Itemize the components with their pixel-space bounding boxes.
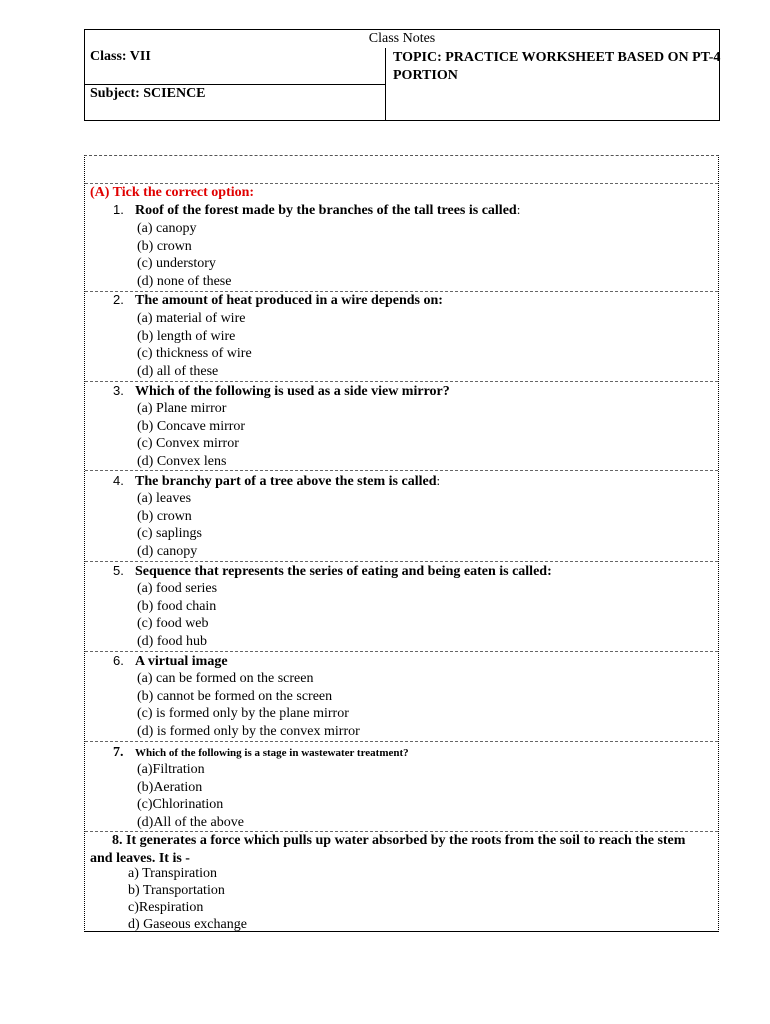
option-b[interactable]: (b) length of wire [137,328,236,344]
option-b[interactable]: (b) crown [137,508,192,524]
options-8 [128,865,247,933]
question-stem: It generates a force which pulls up water absorbed by the roots from the soil to reach the stem and leaves. It is - [90,833,686,866]
options-1 [137,220,231,291]
options-2 [137,310,252,381]
question-7 [113,744,712,761]
option-c[interactable]: (c) understory [137,256,216,272]
options-6 [137,670,360,741]
option-c[interactable]: (c) saplings [137,526,202,542]
question-3 [113,383,712,400]
option-a[interactable]: (a)Filtration [137,762,205,777]
option-b[interactable]: (b)Aeration [137,779,203,795]
question-number: 5. [113,563,124,578]
option-b[interactable]: b) Transportation [128,883,225,898]
option-c[interactable]: (c) food web [137,616,209,632]
question-number: 3. [113,383,124,398]
option-a[interactable]: a) Transpiration [128,866,218,881]
class-label: Class: VII [90,49,151,64]
question-number: 2. [113,292,124,307]
worksheet [84,155,719,932]
question-number: 6. [113,653,124,668]
option-b[interactable]: (b) cannot be formed on the screen [137,688,333,704]
page-title: Class Notes [368,31,436,46]
option-a[interactable]: (a) food series [137,581,218,596]
option-c[interactable]: (c)Chlorination [137,797,224,813]
option-c[interactable]: c)Respiration [128,900,204,915]
option-d[interactable]: d) Gaseous exchange [128,917,247,932]
option-a[interactable]: (a) can be formed on the screen [137,671,314,686]
option-d[interactable]: (d) Convex lens [137,454,227,470]
options-5 [137,580,217,651]
row-divider [85,561,718,562]
option-b[interactable]: (b) food chain [137,598,217,614]
row-divider [85,183,718,184]
option-a[interactable]: (a) leaves [137,491,192,506]
question-stem: A virtual image [135,654,228,669]
header-divider [385,48,386,120]
header-table [84,29,720,121]
option-a[interactable]: (a) Plane mirror [137,401,227,416]
question-stem: The amount of heat produced in a wire depends on: [135,293,443,308]
subject-label: Subject: SCIENCE [90,86,206,101]
question-8 [90,832,706,868]
question-number: 1. [113,202,124,217]
question-6 [113,653,712,670]
question-suffix: : [436,473,441,488]
question-stem: Which of the following is used as a side view mirror? [135,384,450,399]
row-divider [85,651,718,652]
options-3 [137,400,245,471]
question-suffix: : [516,202,521,217]
question-stem: Sequence that represents the series of eating and being eaten is called: [135,564,552,579]
question-number: 8. [112,833,123,848]
option-d[interactable]: (d) all of these [137,364,219,380]
row-divider [85,381,718,382]
option-a[interactable]: (a) canopy [137,221,197,236]
row-divider [85,741,718,742]
question-number: 7. [113,745,124,760]
option-b[interactable]: (b) Concave mirror [137,418,246,434]
option-d[interactable]: (d) food hub [137,634,207,650]
topic-label: TOPIC: PRACTICE WORKSHEET BASED ON PT-4 PORTION [393,50,721,83]
option-a[interactable]: (a) material of wire [137,311,246,326]
question-4 [113,473,712,490]
option-b[interactable]: (b) crown [137,238,192,254]
option-c[interactable]: (c) thickness of wire [137,346,252,362]
question-stem: The branchy part of a tree above the stem is called [135,474,437,489]
question-2 [113,292,712,309]
options-4 [137,490,202,561]
section-heading: (A) Tick the correct option: [90,185,255,200]
header-divider [85,84,385,85]
question-stem: Which of the following is a stage in wastewater treatment? [135,747,409,759]
option-d[interactable]: (d) none of these [137,274,232,290]
option-d[interactable]: (d) canopy [137,544,198,560]
options-7 [137,761,244,832]
option-d[interactable]: (d) is formed only by the convex mirror [137,724,360,740]
option-c[interactable]: (c) is formed only by the plane mirror [137,706,349,722]
option-d[interactable]: (d)All of the above [137,815,244,831]
question-number: 4. [113,473,124,488]
question-5 [113,563,712,580]
question-stem: Roof of the forest made by the branches of the tall trees is called [135,203,517,218]
question-1 [113,202,712,219]
option-c[interactable]: (c) Convex mirror [137,436,239,452]
